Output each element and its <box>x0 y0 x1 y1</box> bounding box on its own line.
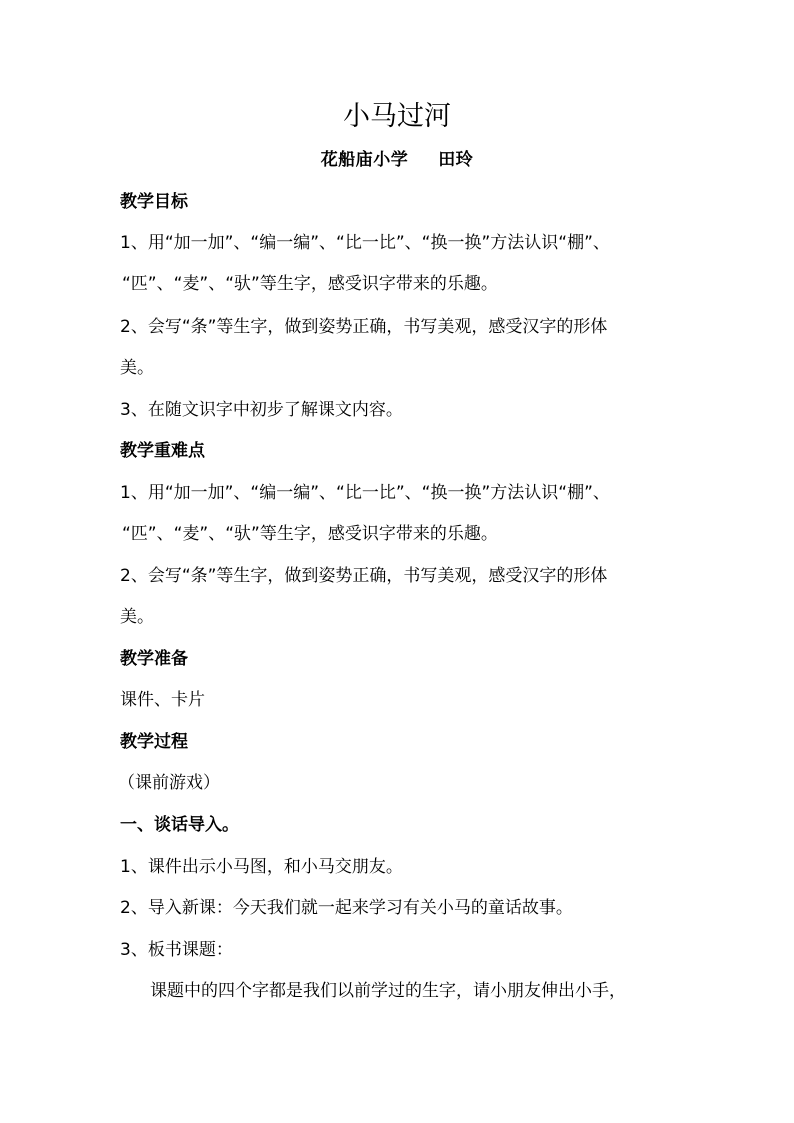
keypoints-line-2: “匹”、“麦”、“驮”等生字，感受识字带来的乐趣。 <box>122 524 498 544</box>
goals-heading: 教学目标 <box>120 192 188 212</box>
preparation-heading: 教学准备 <box>120 649 188 669</box>
process-step-2: 2、导入新课：今天我们就一起来学习有关小马的童话故事。 <box>120 898 573 918</box>
keypoints-line-1: 1、用“加一加”、“编一编”、“比一比”、“换一换”方法认识“棚”、 <box>120 483 610 503</box>
teacher-name: 田玲 <box>438 150 474 170</box>
school-name: 花船庙小学 <box>320 150 409 170</box>
document-title: 小马过河 <box>343 101 451 132</box>
process-heading: 教学过程 <box>120 732 188 752</box>
author-line <box>0 147 794 173</box>
goals-line-3: 2、会写“条”等生字，做到姿势正确，书写美观，感受汉字的形体 <box>120 317 608 337</box>
keypoints-line-3: 2、会写“条”等生字，做到姿势正确，书写美观，感受汉字的形体 <box>120 566 608 586</box>
preparation-content: 课件、卡片 <box>120 690 205 710</box>
goals-line-2: “匹”、“麦”、“驮”等生字，感受识字带来的乐趣。 <box>122 274 498 294</box>
goals-line-4: 美。 <box>120 358 154 378</box>
goals-line-5: 3、在随文识字中初步了解课文内容。 <box>120 400 403 420</box>
keypoints-heading: 教学重难点 <box>120 441 205 461</box>
process-step-3: 3、板书课题： <box>120 940 233 960</box>
process-paragraph: 课题中的四个字都是我们以前学过的生字，请小朋友伸出小手， <box>150 981 626 1001</box>
process-step-heading: 一、谈话导入。 <box>120 815 239 835</box>
process-step-1: 1、课件出示小马图，和小马交朋友。 <box>120 857 403 877</box>
goals-line-1: 1、用“加一加”、“编一编”、“比一比”、“换一换”方法认识“棚”、 <box>120 233 610 253</box>
keypoints-line-4: 美。 <box>120 607 154 627</box>
process-note: （课前游戏） <box>118 773 220 793</box>
